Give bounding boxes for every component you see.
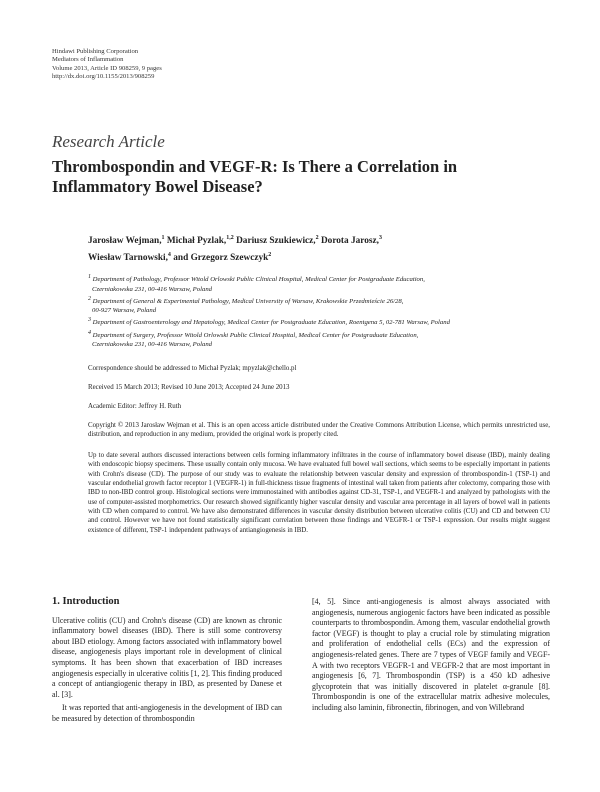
academic-editor: Academic Editor: Jeffrey H. Ruth [88,402,182,410]
volume-info: Volume 2013, Article ID 908259, 9 pages [52,64,162,72]
author-name: Jarosław Wejman, [88,236,162,247]
affiliation-item [88,273,550,294]
author-affiliation-sup: 1,2 [226,235,234,241]
author-name: Dariusz Szukiewicz, [236,236,316,247]
affiliation-sup: 3 [88,317,91,324]
affiliation-item [88,329,550,350]
affiliation-item [88,316,550,327]
article-type: Research Article [52,132,165,151]
body-paragraph: Ulcerative colitis (CU) and Crohn's disease (CD) are known as chronic inflammatory bowel diseases (IBD). There is still some controversy about IBD etiology. Among factors associated with inflammatory bowel disease, angiogenesis plays important role in development of clinical symptoms. It has been shown that exacerbation of IBD increases angiogenesis especially in ulcerative colitis [1, 2]. This finding produced a concept of antiangiogenic therapy in IBD, as presented by Danese et al. [3]. [52,615,282,699]
affiliation-text: Department of Gastroenterology and Hepatology, Medical Center for Postgraduate Education, Roentgena 5, 02-781 Warsaw, Poland [92,319,450,327]
body-paragraph: [4, 5]. Since anti-angiogenesis is almost always associated with angiogenesis, numerous angiogenic factors have been indicated as possible counterparts to thrombospondin. Among them, vascular endothelial growth factor (VEGF) is thought to play a crucial role by stimulating migration and proliferation of endothelial cells (ECs) and the expression of angiogenesis-related genes. There are 7 types of VEGF family and VEGF-A with two receptors VEGFR-1 and VEGFR-2 that are most important in angiogenesis [6, 7]. Thrombospondin (TSP) is a 450 kD adhesive glycoprotein that was initially discovered in platelet α-granule [8]. Thrombospondin is one of the extracellular matrix adhesive molecules, including also laminin, fibronectin, fibrinogen, and von Willebrand [312,597,550,712]
author-list [88,232,550,265]
abstract: Up to date several authors discussed interactions between cells forming inflammatory infiltrates in the course of inflammatory bowel disease (IBD), mainly dealing with endoscopic biopsy specimens. These usually contain only mucosa. We have evaluated full bowel wall sections, which seems to be especially important in patients with Crohn's disease (CD). The purpose of our study was to evaluate the relationship between vascular density and expression of thrombospondin-1 (TSP-1) and vascular endothelial growth factor receptor 1 (VEGFR-1) in full-thickness tissue fragments of intestinal wall taken from patients after colectomy, comparing those with IBD to non-IBD control group. Histological sections were immunostained with antibodies against CD-31, TSP-1, and VEGFR-1 and analyzed by pathologists with the use of computer-assisted morphometrics. Our research showed significantly higher vascular density and vascular area percentage in all layers of bowel wall in patients with CD when compared to control. We have also demonstrated differences in vascular density distribution between ulcerative colitis (CU) and CD and between CU and control. However we have not found statistically significant correlation between those findings and VEGFR-1 or TSP-1 expression. Our results might suggest existence of different, TSP-1 independent pathways of antiangiogenesis in IBD. [88,452,550,534]
affiliation-text: 00-927 Warsaw, Poland [92,307,157,315]
author-affiliation-sup: 1 [161,235,165,241]
body-column-left [52,597,282,728]
affiliation-sup: 4 [88,329,91,336]
author-affiliation-sup: 4 [167,251,171,258]
author-name: Wiesław Tarnowski, [88,252,168,263]
doi-link[interactable]: http://dx.doi.org/10.1155/2013/908259 [52,73,155,81]
affiliation-sup: 1 [88,274,91,281]
publisher-name: Hindawi Publishing Corporation [52,48,139,55]
affiliation-list [88,273,550,349]
body-column-right [312,597,550,717]
submission-dates: Received 15 March 2013; Revised 10 June 2013; Accepted 24 June 2013 [88,383,290,391]
author-name: Dorota Jarosz, [320,236,379,247]
affiliation-item [88,295,550,316]
author-affiliation-sup: 2 [268,251,272,258]
author-affiliation-sup: 3 [378,235,382,241]
author-affiliation-sup: 2 [315,235,319,241]
affiliation-text: Czerniakowska 231, 00-416 Warsaw, Poland [92,285,213,293]
publication-info [52,48,162,82]
affiliation-text: Department of Pathology, Professor Witold Orlowski Public Clinical Hospital, Medical Center for Postgraduate Education, [92,276,425,284]
body-paragraph: It was reported that anti-angiogenesis in the development of IBD can be measured by detection of thrombospondin [52,703,282,723]
affiliation-text: Czerniakowska 231, 00-416 Warsaw, Poland [92,341,213,349]
front-matter [88,232,550,542]
copyright-notice: Copyright © 2013 Jarosław Wejman et al. This is an open access article distributed under the Creative Commons Attribution License, which permits unrestricted use, distribution, and reproduction in any medium, provided the original work is properly cited. [88,421,550,438]
correspondence-line: Correspondence should be addressed to Michał Pyzlak; mpyzlak@chello.pl [88,364,297,372]
section-heading: 1. Introduction [52,596,120,607]
affiliation-text: Department of Surgery, Professor Witold Orlowski Public Clinical Hospital, Medical Center for Postgraduate Education, [92,332,419,340]
affiliation-sup: 2 [88,295,91,302]
article-title: Thrombospondin and VEGF-R: Is There a Correlation in Inflammatory Bowel Disease? [52,157,458,196]
journal-name: Mediators of Inflammation [52,56,124,64]
author-name: Grzegorz Szewczyk [190,252,269,263]
author-name: Michał Pyzlak, [166,236,227,247]
affiliation-text: Department of General & Experimental Pathology, Medical University of Warsaw, Krakowskie Przedmieście 26/28, [92,298,404,306]
author-conjunction: and [173,252,189,263]
